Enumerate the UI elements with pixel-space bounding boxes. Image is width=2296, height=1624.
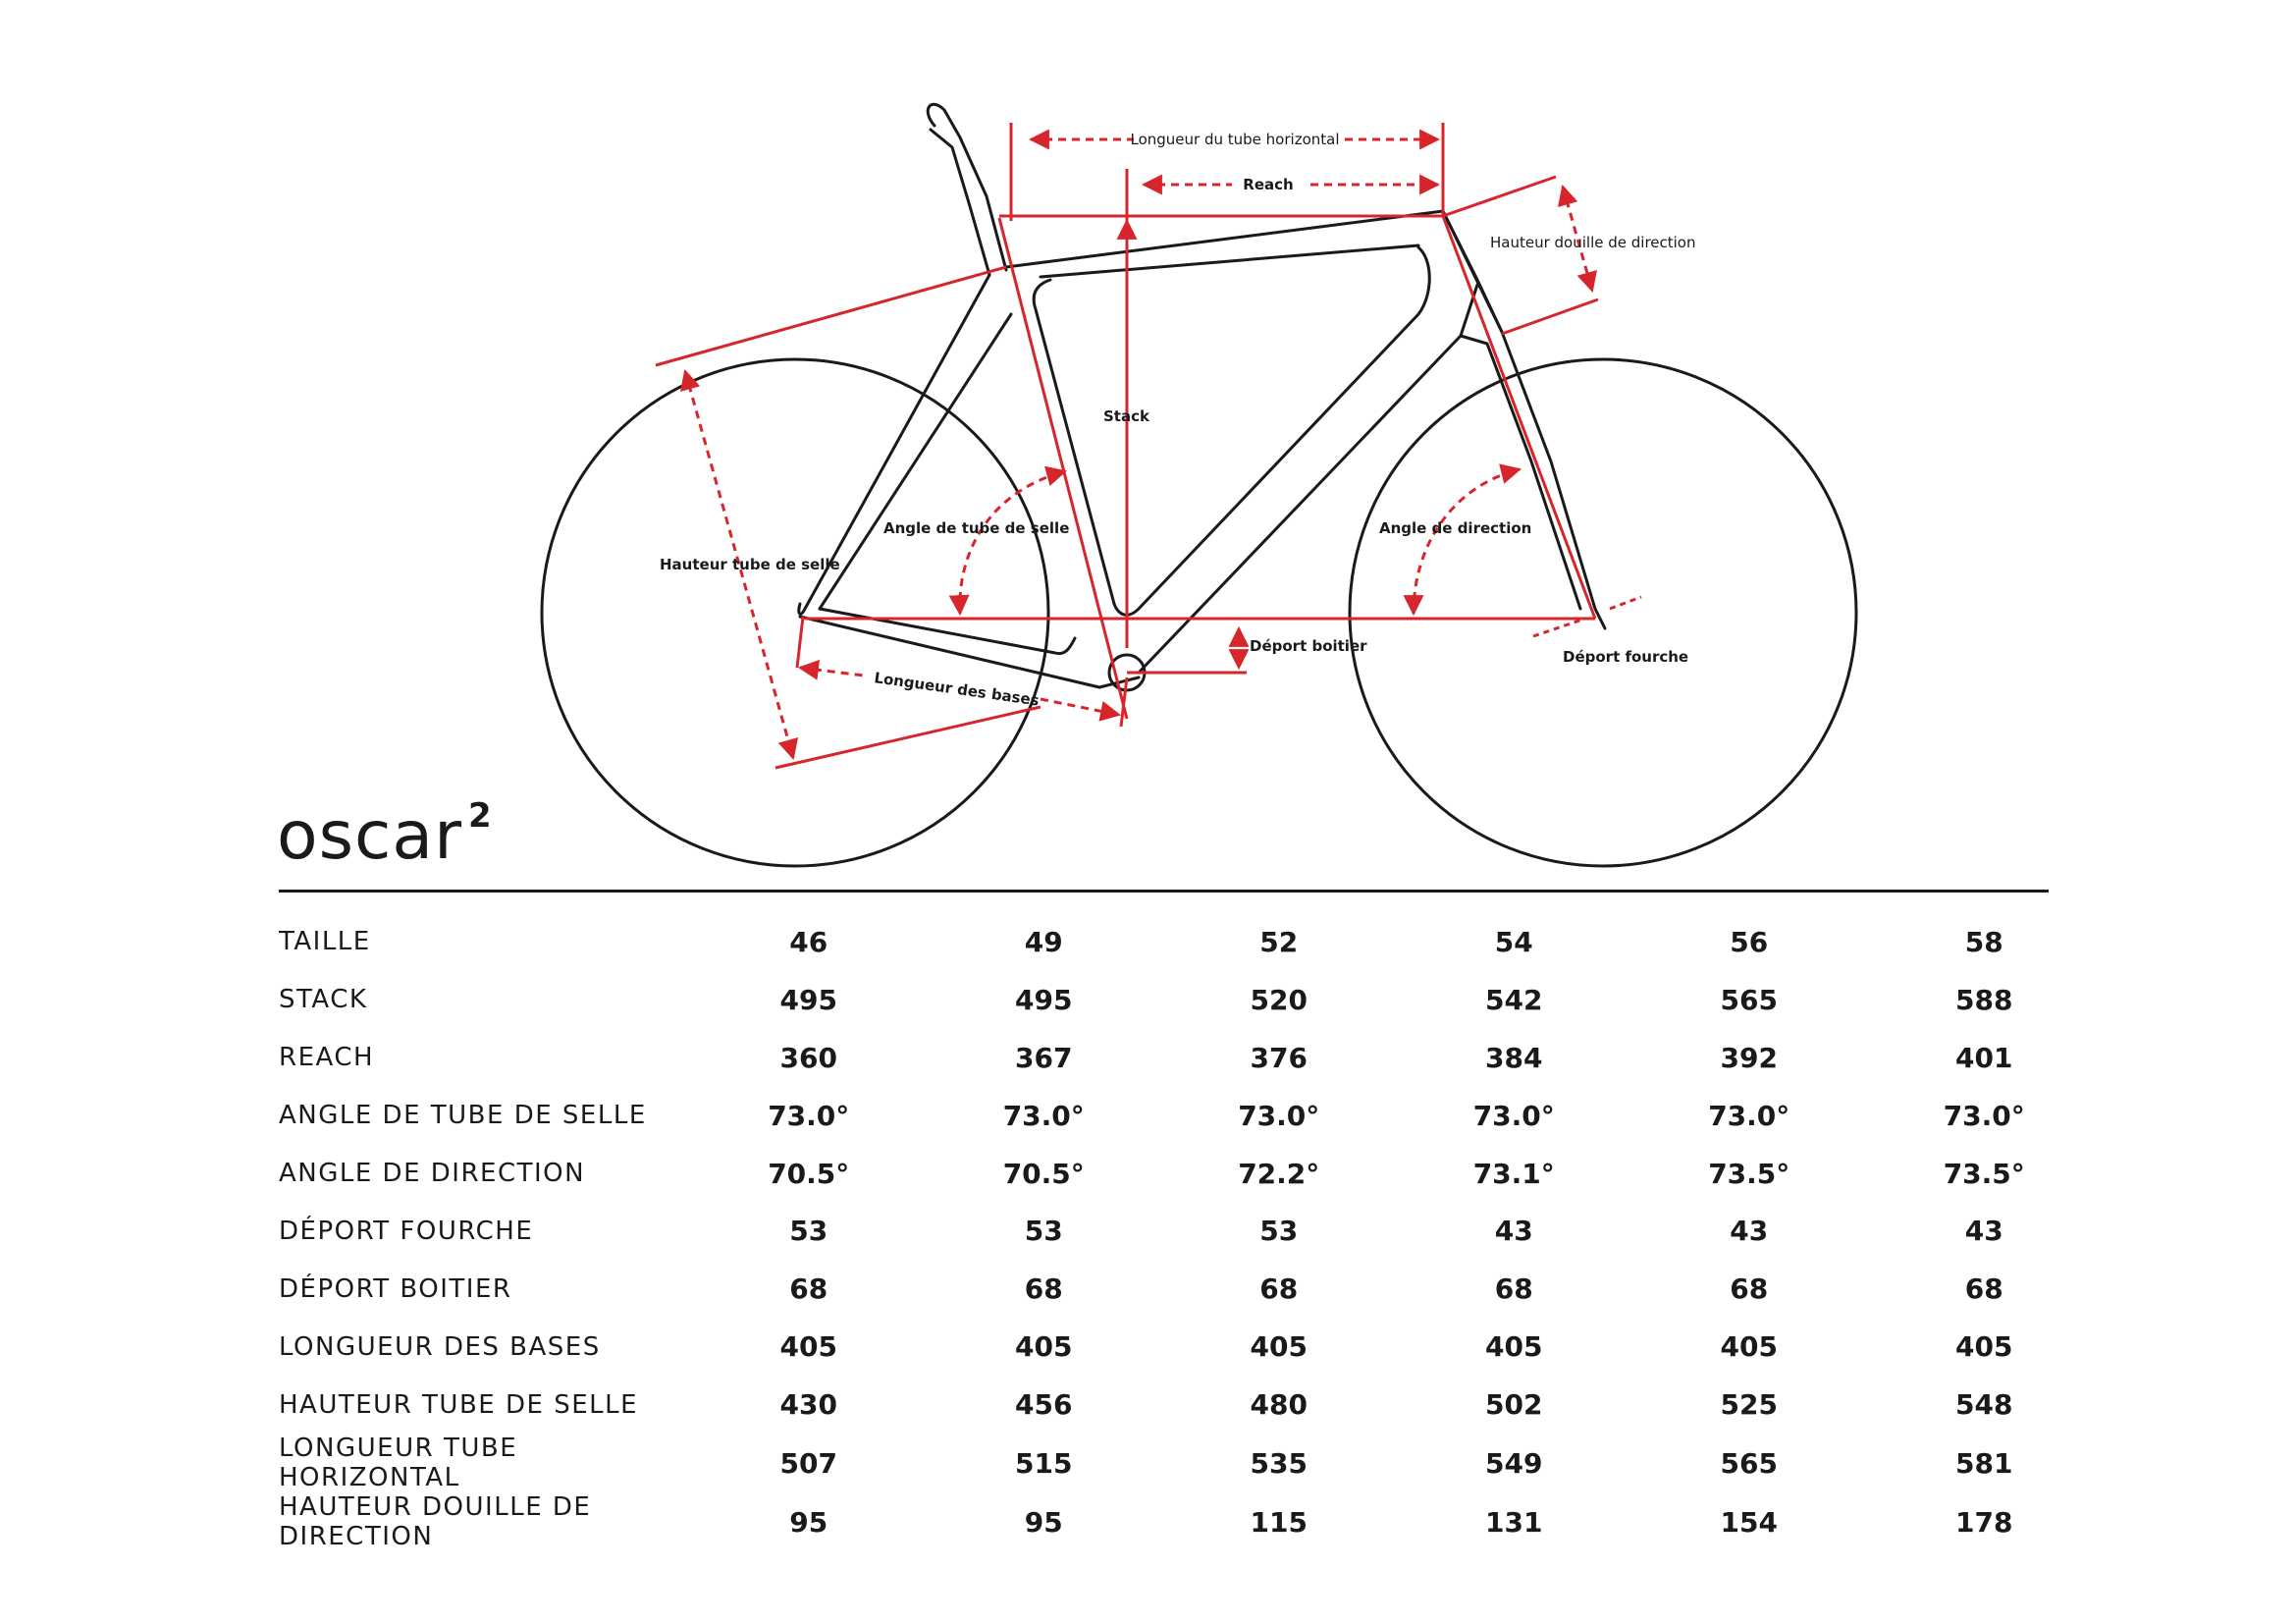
table-cell: 480 [1250, 1388, 1308, 1422]
row-label: LONGUEUR DES BASES [279, 1331, 601, 1362]
table-cell: 95 [1024, 1505, 1063, 1539]
row-label: ANGLE DE DIRECTION [279, 1159, 586, 1188]
table-cell: 495 [1015, 983, 1073, 1016]
label-reach: Reach [1243, 176, 1294, 193]
table-cell: 520 [1250, 983, 1308, 1016]
table-cell: 525 [1720, 1388, 1778, 1422]
table-cell: 565 [1720, 1446, 1778, 1480]
table-cell: 43 [1964, 1215, 2003, 1248]
row-label: HAUTEUR DOUILLE DE DIRECTION [279, 1492, 592, 1552]
table-cell: 70.5° [768, 1157, 850, 1190]
table-cell: 73.5° [1708, 1157, 1790, 1190]
table-cell: 73.0° [1002, 1099, 1085, 1132]
table-cell: 115 [1250, 1505, 1308, 1539]
table-cell: 53 [1259, 1215, 1299, 1248]
table-cell: 405 [1955, 1330, 2013, 1364]
table-row [279, 1202, 2102, 1260]
row-label: LONGUEUR TUBE HORIZONTAL [279, 1434, 518, 1493]
table-cell: 588 [1955, 983, 2013, 1016]
table-cell: 360 [779, 1041, 837, 1074]
row-label: DÉPORT FOURCHE [279, 1216, 534, 1246]
table-cell: 68 [1964, 1272, 2003, 1306]
table-cell: 73.0° [768, 1099, 850, 1132]
model-name-text: oscar [277, 797, 463, 875]
table-cell: 58 [1964, 925, 2003, 958]
table-cell: 73.0° [1943, 1099, 2025, 1132]
table-cell: 535 [1250, 1446, 1308, 1480]
table-row [279, 1376, 2102, 1434]
row-label: STACK [279, 985, 368, 1015]
rear-wheel [542, 359, 1048, 866]
table-cell: 54 [1494, 925, 1533, 958]
table-cell: 72.2° [1238, 1157, 1320, 1190]
table-cell: 49 [1024, 925, 1063, 958]
table-cell: 53 [789, 1215, 828, 1248]
row-label: REACH [279, 1043, 375, 1073]
table-cell: 548 [1955, 1388, 2013, 1422]
table-cell: 178 [1955, 1505, 2013, 1539]
table-row [279, 1029, 2102, 1087]
table-cell: 401 [1955, 1041, 2013, 1074]
table-cell: 43 [1730, 1215, 1769, 1248]
table-cell: 405 [1720, 1330, 1778, 1364]
label-fork-offset: Déport fourche [1563, 648, 1689, 666]
geometry-table [279, 913, 2102, 1551]
table-cell: 154 [1720, 1505, 1778, 1539]
table-divider [279, 890, 2049, 893]
table-cell: 405 [1485, 1330, 1543, 1364]
label-chainstay-length: Longueur des bases [873, 669, 1041, 710]
row-label: ANGLE DE TUBE DE SELLE [279, 1101, 647, 1131]
frame-outline [799, 104, 1605, 687]
table-cell: 46 [789, 925, 828, 958]
table-cell: 95 [789, 1505, 828, 1539]
table-cell: 73.0° [1238, 1099, 1320, 1132]
table-cell: 581 [1955, 1446, 2013, 1480]
label-head-angle: Angle de direction [1379, 519, 1532, 537]
table-cell: 430 [779, 1388, 837, 1422]
label-top-tube-length: Longueur du tube horizontal [1130, 131, 1340, 148]
label-seat-tube-angle: Angle de tube de selle [883, 519, 1070, 537]
table-cell: 392 [1720, 1041, 1778, 1074]
table-cell: 73.1° [1472, 1157, 1555, 1190]
table-cell: 405 [779, 1330, 837, 1364]
table-row [279, 1434, 2102, 1492]
label-stack: Stack [1103, 407, 1149, 425]
table-cell: 68 [1730, 1272, 1769, 1306]
table-cell: 456 [1015, 1388, 1073, 1422]
table-cell: 68 [789, 1272, 828, 1306]
label-seat-tube-height: Hauteur tube de selle [660, 556, 840, 573]
table-row [279, 971, 2102, 1029]
label-head-tube-height: Hauteur douille de direction [1490, 234, 1696, 251]
table-cell: 376 [1250, 1041, 1308, 1074]
table-cell: 367 [1015, 1041, 1073, 1074]
table-row [279, 913, 2102, 971]
label-bb-drop: Déport boitier [1250, 637, 1367, 655]
table-row [279, 1145, 2102, 1203]
table-cell: 549 [1485, 1446, 1543, 1480]
table-cell: 52 [1259, 925, 1299, 958]
table-cell: 53 [1024, 1215, 1063, 1248]
table-cell: 405 [1015, 1330, 1073, 1364]
table-cell: 68 [1494, 1272, 1533, 1306]
table-cell: 73.5° [1943, 1157, 2025, 1190]
table-cell: 507 [779, 1446, 837, 1480]
table-cell: 68 [1259, 1272, 1299, 1306]
table-cell: 56 [1730, 925, 1769, 958]
table-cell: 70.5° [1002, 1157, 1085, 1190]
table-cell: 43 [1494, 1215, 1533, 1248]
table-cell: 502 [1485, 1388, 1543, 1422]
table-cell: 495 [779, 983, 837, 1016]
table-cell: 131 [1485, 1505, 1543, 1539]
table-cell: 515 [1015, 1446, 1073, 1480]
table-cell: 68 [1024, 1272, 1063, 1306]
table-cell: 73.0° [1708, 1099, 1790, 1132]
table-cell: 405 [1250, 1330, 1308, 1364]
table-row [279, 1318, 2102, 1376]
row-label: TAILLE [279, 927, 371, 957]
row-label: HAUTEUR TUBE DE SELLE [279, 1389, 639, 1420]
table-cell: 565 [1720, 983, 1778, 1016]
front-wheel [1350, 359, 1856, 866]
table-row [279, 1492, 2102, 1551]
table-row [279, 1087, 2102, 1145]
table-cell: 73.0° [1472, 1099, 1555, 1132]
table-cell: 542 [1485, 983, 1543, 1016]
table-row [279, 1260, 2102, 1318]
table-cell: 384 [1485, 1041, 1543, 1074]
row-label: DÉPORT BOITIER [279, 1273, 512, 1304]
model-superscript: 2 [468, 796, 493, 836]
measurement-lines [656, 123, 1641, 768]
model-name [277, 796, 493, 875]
